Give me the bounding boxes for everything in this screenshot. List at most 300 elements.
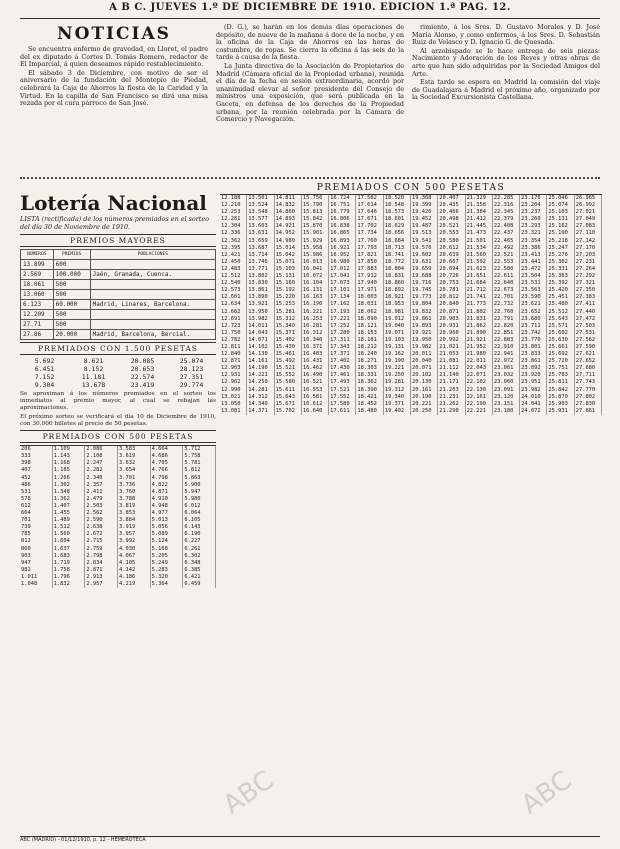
lottery-number: 16.431 [302, 358, 329, 365]
lottery-number: 27.743 [575, 379, 602, 386]
lottery-number: 27.440 [575, 309, 602, 316]
lottery-number: 21.623 [466, 266, 493, 273]
lottery-number: 21.290 [438, 408, 465, 415]
lottery-number: 19.745 [411, 287, 438, 294]
lottery-number: 3.788 [118, 496, 151, 503]
lottery-number: 1.832 [53, 581, 86, 588]
lottery-number: 6.302 [183, 553, 216, 560]
lottery-number: 13.687 [247, 245, 274, 252]
lottery-number: 27.830 [575, 401, 602, 408]
premiados-1500-grid [20, 357, 216, 389]
lottery-number: 21.081 [438, 358, 465, 365]
lottery-number: 13.524 [247, 202, 274, 209]
lottery-number: 785 [20, 531, 53, 538]
lottery-number: 19.281 [384, 379, 411, 386]
lottery-number: 18.656 [384, 230, 411, 237]
lottery-number: 6.227 [183, 538, 216, 545]
lottery-number: 17.252 [329, 323, 356, 330]
lottery-number: 1.489 [53, 517, 86, 524]
lottery-number: 27.203 [575, 252, 602, 259]
lottery-number: 3.919 [118, 524, 151, 531]
lottery-number: 1.011 [20, 574, 53, 581]
lottery-number: 23.120 [493, 394, 520, 401]
lottery-number: 12.253 [220, 209, 247, 216]
lottery-number: 23.982 [520, 387, 547, 394]
table-cell: 500 [53, 290, 90, 300]
lottery-number: 13.982 [247, 316, 274, 323]
lottery-number: 12.421 [220, 252, 247, 259]
table-cell: 2.569 [21, 270, 54, 280]
lottery-number: 17.671 [356, 216, 383, 223]
lottery-number: 22.011 [466, 358, 493, 365]
lottery-number: 12.662 [220, 309, 247, 316]
lottery-number: 3.853 [118, 510, 151, 517]
lottery-number: 1.407 [53, 503, 86, 510]
lottery-number: 27.562 [575, 337, 602, 344]
lottery-number: 21.862 [466, 323, 493, 330]
lottery-number: 2.913 [85, 574, 118, 581]
lottery-number: 15.071 [275, 259, 302, 266]
lottery-number: 21.021 [438, 344, 465, 351]
lottery-number: 4.186 [118, 574, 151, 581]
lottery-number: 20.960 [438, 330, 465, 337]
lottery-number: 17.311 [329, 337, 356, 344]
lottery-number: 23.833 [520, 351, 547, 358]
lottery-number: 16.072 [302, 273, 329, 280]
lottery-number: 18.121 [356, 323, 383, 330]
lottery-number: 1.362 [53, 496, 86, 503]
lottery-number: 5.812 [183, 467, 216, 474]
lottery-number: 18.331 [356, 372, 383, 379]
lottery-number: 22.130 [466, 387, 493, 394]
lottery-number: 22.071 [466, 372, 493, 379]
article-paragraph: El sábado 3 de Diciembre, con motivo de ser el aniversario de la fundación del Montepío de Piedad, celebrará la Caja de Ahorros la fiesta de la Caridad y la Virtud. En la capilla de San Francisco se dirá una misa rezada por el cura párroco de San José. [20, 68, 208, 108]
lottery-number: 18.212 [356, 344, 383, 351]
lottery-number: 19.716 [411, 280, 438, 287]
lottery-number: 21.952 [466, 344, 493, 351]
lottery-number: 4.822 [151, 482, 184, 489]
lottery-number: 12.483 [220, 266, 247, 273]
lottery-number: 17.760 [356, 238, 383, 245]
lottery-number: 486 [20, 482, 53, 489]
lottery-number: 17.343 [329, 344, 356, 351]
lottery-number: 5.013 [151, 517, 184, 524]
lottery-number: 17.461 [329, 372, 356, 379]
lottery-number: 23.892 [520, 365, 547, 372]
lottery-number: 8.621 [83, 357, 104, 366]
noticias-column-1 [20, 24, 208, 172]
lottery-number: 739 [20, 524, 53, 531]
lottery-number: 1.168 [53, 460, 86, 467]
lottery-number: 4.798 [151, 475, 184, 482]
article-paragraph: rimiento, á los Sres. D. Gustavo Morales y D. José María Alonso, y como enfermos, á los Sres. D. Sebastián Ruiz de Velasco y D. Ignacio G. de Quesada. [412, 24, 600, 47]
lottery-number: 13.577 [247, 216, 274, 223]
lottery-number: 15.901 [302, 230, 329, 237]
lottery-number: 27.110 [575, 230, 602, 237]
lottery-number: 14.071 [247, 337, 274, 344]
lottery-number: 12.188 [220, 195, 247, 202]
premiados-title: PREMIADOS CON 500 PESETAS [316, 183, 506, 193]
lottery-number: 15.521 [275, 365, 302, 372]
lottery-number: 22.285 [493, 195, 520, 202]
lottery-number: 27.590 [575, 344, 602, 351]
lottery-number: 2.834 [85, 560, 118, 567]
lottery-number: 20.992 [438, 337, 465, 344]
lottery-number: 19.190 [384, 358, 411, 365]
lottery-number: 1.683 [53, 553, 86, 560]
lottery-number: 14.811 [275, 195, 302, 202]
lottery-number: 18.804 [384, 266, 411, 273]
lottery-number: 22.820 [493, 323, 520, 330]
lottery-number: 19.402 [384, 408, 411, 415]
lottery-number: 19.040 [384, 323, 411, 330]
lottery-number: 9.304 [34, 381, 55, 390]
lottery-number: 25.931 [547, 408, 574, 415]
lottery-number: 18.153 [356, 330, 383, 337]
lottery-number: 18.003 [356, 294, 383, 301]
table-row [21, 320, 216, 330]
lottery-number: 3.632 [118, 460, 151, 467]
lottery-number: 3.583 [118, 446, 151, 453]
lottery-number: 23.504 [520, 273, 547, 280]
section-divider [20, 177, 600, 179]
lottery-number: 14.102 [247, 344, 274, 351]
lottery-number: 22.345 [493, 209, 520, 216]
lottery-number: 18.480 [356, 408, 383, 415]
lottery-number: 860 [20, 546, 53, 553]
lottery-number: 15.461 [275, 351, 302, 358]
lottery-number: 20.812 [438, 294, 465, 301]
lottery-number: 17.734 [356, 230, 383, 237]
lottery-number: 17.611 [329, 408, 356, 415]
lottery-number: 11.181 [81, 373, 106, 382]
lottery-number: 14.860 [275, 209, 302, 216]
premiados-500-title: PREMIADOS CON 500 PESETAS [20, 430, 216, 443]
lottery-number: 25.363 [547, 273, 574, 280]
lottery-number: 20.435 [438, 202, 465, 209]
lottery-number: 23.590 [520, 294, 547, 301]
lottery-number: 23.680 [520, 316, 547, 323]
lottery-number: 13.659 [247, 238, 274, 245]
lottery-number: 25.842 [547, 387, 574, 394]
lottery-number: 15.756 [302, 195, 329, 202]
lottery-number: 12.840 [220, 351, 247, 358]
lottery-number: 23.354 [520, 238, 547, 245]
lottery-number: 16.312 [302, 330, 329, 337]
lottery-number: 21.592 [466, 259, 493, 266]
lottery-number: 19.221 [384, 365, 411, 372]
lottery-number: 14.952 [275, 230, 302, 237]
lottery-number: 25.870 [547, 394, 574, 401]
noticias-column-2 [216, 24, 404, 172]
premios-mayores-table [20, 249, 216, 340]
table-cell: 27.71 [21, 320, 54, 330]
lottery-number: 19.131 [384, 344, 411, 351]
lottery-number: 18.240 [356, 351, 383, 358]
lottery-number: 21.534 [466, 245, 493, 252]
lottery-number: 23.091 [493, 387, 520, 394]
lottery-number: 6.421 [183, 574, 216, 581]
noticias-column-3 [412, 24, 600, 172]
lottery-number: 578 [20, 496, 53, 503]
lottery-number: 19.832 [411, 309, 438, 316]
lottery-number: 6.261 [183, 546, 216, 553]
table-cell [90, 310, 215, 320]
lottery-number: 25.190 [547, 230, 574, 237]
lottery-number: 18.831 [384, 273, 411, 280]
table-cell: 18.061 [21, 280, 54, 290]
lottery-number: 20.085 [130, 357, 155, 366]
lottery-number: 27.503 [575, 323, 602, 330]
lottery-number: 17.940 [356, 280, 383, 287]
lottery-number: 25.571 [547, 323, 574, 330]
lottery-number: 15.870 [302, 223, 329, 230]
lottery-number: 19.602 [411, 252, 438, 259]
lottery-number: 1.185 [53, 467, 86, 474]
lottery-number: 2.357 [85, 482, 118, 489]
lottery-number: 14.893 [275, 216, 302, 223]
lottery-number: 15.430 [275, 344, 302, 351]
lottery-number: 14.161 [247, 358, 274, 365]
lottery-number: 20.221 [411, 401, 438, 408]
lottery-number: 22.910 [493, 344, 520, 351]
lottery-number: 27.770 [575, 387, 602, 394]
table-header: NÚMEROS [21, 250, 54, 260]
lottery-number: 20.667 [438, 259, 465, 266]
lottery-number: 18.629 [384, 223, 411, 230]
lottery-number: 18.684 [384, 238, 411, 245]
lottery-number: 13.830 [247, 280, 274, 287]
lottery-number: 20.639 [438, 252, 465, 259]
lottery-number: 14.190 [247, 365, 274, 372]
lottery-number: 17.162 [329, 301, 356, 308]
lottery-number: 16.281 [302, 323, 329, 330]
lottery-number: 24.041 [520, 401, 547, 408]
lottery-number: 22.701 [493, 294, 520, 301]
lottery-number: 22.521 [493, 252, 520, 259]
lottery-number: 27.531 [575, 330, 602, 337]
lottery-number: 16.013 [302, 259, 329, 266]
lottery-number: 25.218 [547, 238, 574, 245]
lottery-number: 6.190 [183, 531, 216, 538]
lottery-number: 19.631 [411, 259, 438, 266]
lottery-number: 15.552 [275, 372, 302, 379]
lottery-number: 16.163 [302, 294, 329, 301]
lottery-number: 19.659 [411, 266, 438, 273]
lottery-number: 12.450 [220, 259, 247, 266]
lottery-number: 25.162 [547, 223, 574, 230]
lottery-number: 25.751 [547, 365, 574, 372]
lottery-number: 22.102 [466, 379, 493, 386]
lottery-number: 13.714 [247, 252, 274, 259]
lottery-number: 19.368 [411, 195, 438, 202]
lottery-number: 20.903 [438, 316, 465, 323]
lottery-number: 13.548 [247, 209, 274, 216]
lottery-number: 18.181 [356, 337, 383, 344]
lottery-number: 22.851 [493, 330, 520, 337]
lottery-number: 19.541 [411, 238, 438, 245]
lottery-number: 26.992 [575, 202, 602, 209]
lottery-number: 531 [20, 489, 53, 496]
lottery-number: 20.612 [438, 245, 465, 252]
lottery-number: 23.621 [520, 301, 547, 308]
lottery-number: 19.861 [411, 316, 438, 323]
lottery-number: 13.771 [247, 266, 274, 273]
lottery-number: 5.283 [151, 567, 184, 574]
lottery-number: 5.758 [183, 453, 216, 460]
lottery-number: 12.634 [220, 301, 247, 308]
lottery-number: 17.012 [329, 266, 356, 273]
lottery-number: 16.490 [302, 372, 329, 379]
lottery-number: 15.492 [275, 358, 302, 365]
lottery-number: 23.321 [520, 230, 547, 237]
lottery-number: 3.736 [118, 482, 151, 489]
lottery-number: 25.046 [547, 195, 574, 202]
lottery-number: 12.512 [220, 273, 247, 280]
lottery-number: 25.661 [547, 344, 574, 351]
lottery-number: 17.883 [356, 266, 383, 273]
lottery-number: 27.292 [575, 273, 602, 280]
lottery-number: 27.142 [575, 238, 602, 245]
lottery-number: 14.980 [275, 238, 302, 245]
lottery-number: 20.130 [411, 379, 438, 386]
lottery-number: 20.161 [411, 387, 438, 394]
lottery-number: 15.160 [275, 280, 302, 287]
lottery-number: 5.168 [151, 546, 184, 553]
lottery-number: 25.783 [547, 372, 574, 379]
lottery-number: 452 [20, 475, 53, 482]
lottery-number: 12.281 [220, 216, 247, 223]
lottery-number: 5.712 [183, 446, 216, 453]
lottery-number: 17.821 [356, 252, 383, 259]
lottery-number: 25.720 [547, 358, 574, 365]
lottery-number: 25.630 [547, 337, 574, 344]
lottery-number: 22.640 [493, 280, 520, 287]
lottery-number: 17.134 [329, 294, 356, 301]
lottery-number: 17.073 [329, 280, 356, 287]
lottery-number: 19.950 [411, 337, 438, 344]
lottery-number: 2.108 [85, 453, 118, 460]
lottery-number: 15.643 [275, 394, 302, 401]
lottery-number: 2.340 [85, 475, 118, 482]
lottery-number: 25.512 [547, 309, 574, 316]
lottery-number: 21.412 [466, 216, 493, 223]
watermark-logo: ABC [516, 765, 578, 821]
lottery-number: 16.806 [329, 216, 356, 223]
lottery-number: 22.611 [493, 273, 520, 280]
lottery-number: 20.580 [438, 238, 465, 245]
lottery-number: 20.694 [438, 266, 465, 273]
lottery-number: 16.581 [302, 394, 329, 401]
lottery-number: 18.390 [356, 387, 383, 394]
lottery-number: 16.893 [329, 238, 356, 245]
lottery-number: 23.060 [493, 379, 520, 386]
table-cell: 13.060 [21, 290, 54, 300]
loteria-section [20, 191, 216, 841]
lottery-number: 15.958 [302, 245, 329, 252]
lottery-number: 6.143 [183, 524, 216, 531]
lottery-number: 19.162 [384, 351, 411, 358]
lottery-number: 2.871 [85, 567, 118, 574]
lottery-number: 12.601 [220, 294, 247, 301]
lottery-number: 20.521 [438, 223, 465, 230]
lottery-number: 19.773 [411, 294, 438, 301]
lottery-number: 24.010 [520, 394, 547, 401]
lottery-number: 14.832 [275, 202, 302, 209]
lottery-number: 13.746 [247, 259, 274, 266]
lottery-number: 12.362 [220, 238, 247, 245]
lottery-number: 16.751 [329, 202, 356, 209]
lottery-number: 21.802 [466, 309, 493, 316]
lottery-number: 15.813 [302, 209, 329, 216]
lottery-number: 21.384 [466, 209, 493, 216]
article-paragraph: Al arzobispado se le hace entrega de seis piezas: Nacimiento y Adoración de los Reyes y otras obras de arte que han sido adquiridas por la Sociedad Amigos del Arte. [412, 46, 600, 78]
lottery-number: 15.192 [275, 287, 302, 294]
lottery-number: 20.190 [411, 394, 438, 401]
lottery-number: 23.472 [520, 266, 547, 273]
lottery-number: 1.348 [53, 489, 86, 496]
lottery-number: 17.521 [329, 387, 356, 394]
lottery-number: 16.521 [302, 379, 329, 386]
lottery-number: 4.766 [151, 467, 184, 474]
lottery-number: 19.452 [411, 216, 438, 223]
lottery-number: 23.176 [520, 195, 547, 202]
lottery-number: 6.064 [183, 510, 216, 517]
lottery-number: 16.462 [302, 365, 329, 372]
lottery-number: 2.562 [85, 510, 118, 517]
lottery-number: 18.548 [384, 202, 411, 209]
lottery-number: 20.102 [411, 372, 438, 379]
lottery-number: 612 [20, 503, 53, 510]
lottery-number: 6.385 [183, 567, 216, 574]
lottery-number: 407 [20, 467, 53, 474]
lottery-number: 3.760 [118, 489, 151, 496]
lottery-number: 21.651 [466, 273, 493, 280]
lottery-number: 398 [20, 460, 53, 467]
lottery-number: 13.890 [247, 294, 274, 301]
lottery-number: 27.231 [575, 259, 602, 266]
lottery-number: 13.802 [247, 273, 274, 280]
lottery-number: 664 [20, 510, 53, 517]
lottery-number: 5.863 [183, 475, 216, 482]
lottery-number: 25.247 [547, 245, 574, 252]
lottery-number: 20.726 [438, 273, 465, 280]
lottery-number: 21.053 [438, 351, 465, 358]
lottery-number: 15.842 [302, 216, 329, 223]
lottery-number: 15.986 [302, 252, 329, 259]
lottery-number: 23.001 [493, 365, 520, 372]
lottery-number: 16.221 [302, 309, 329, 316]
table-row [21, 260, 216, 270]
lottery-number: 13.921 [247, 301, 274, 308]
lottery-number: 16.041 [302, 266, 329, 273]
lottery-number: 21.112 [438, 365, 465, 372]
lottery-number: 21.445 [466, 223, 493, 230]
watermark-logo: ABC [218, 765, 280, 821]
lottery-number: 15.103 [275, 266, 302, 273]
lottery-number: 14.340 [247, 401, 274, 408]
lottery-number: 18.981 [384, 309, 411, 316]
lottery-number: 14.250 [247, 379, 274, 386]
lottery-number: 16.371 [302, 344, 329, 351]
lottery-number: 17.793 [356, 245, 383, 252]
lottery-number: 17.582 [356, 195, 383, 202]
lottery-number: 14.221 [247, 372, 274, 379]
table-header: POBLACIONES [90, 250, 215, 260]
lottery-number: 19.250 [384, 372, 411, 379]
lottery-number: 21.921 [466, 337, 493, 344]
lottery-number: 21.231 [438, 394, 465, 401]
